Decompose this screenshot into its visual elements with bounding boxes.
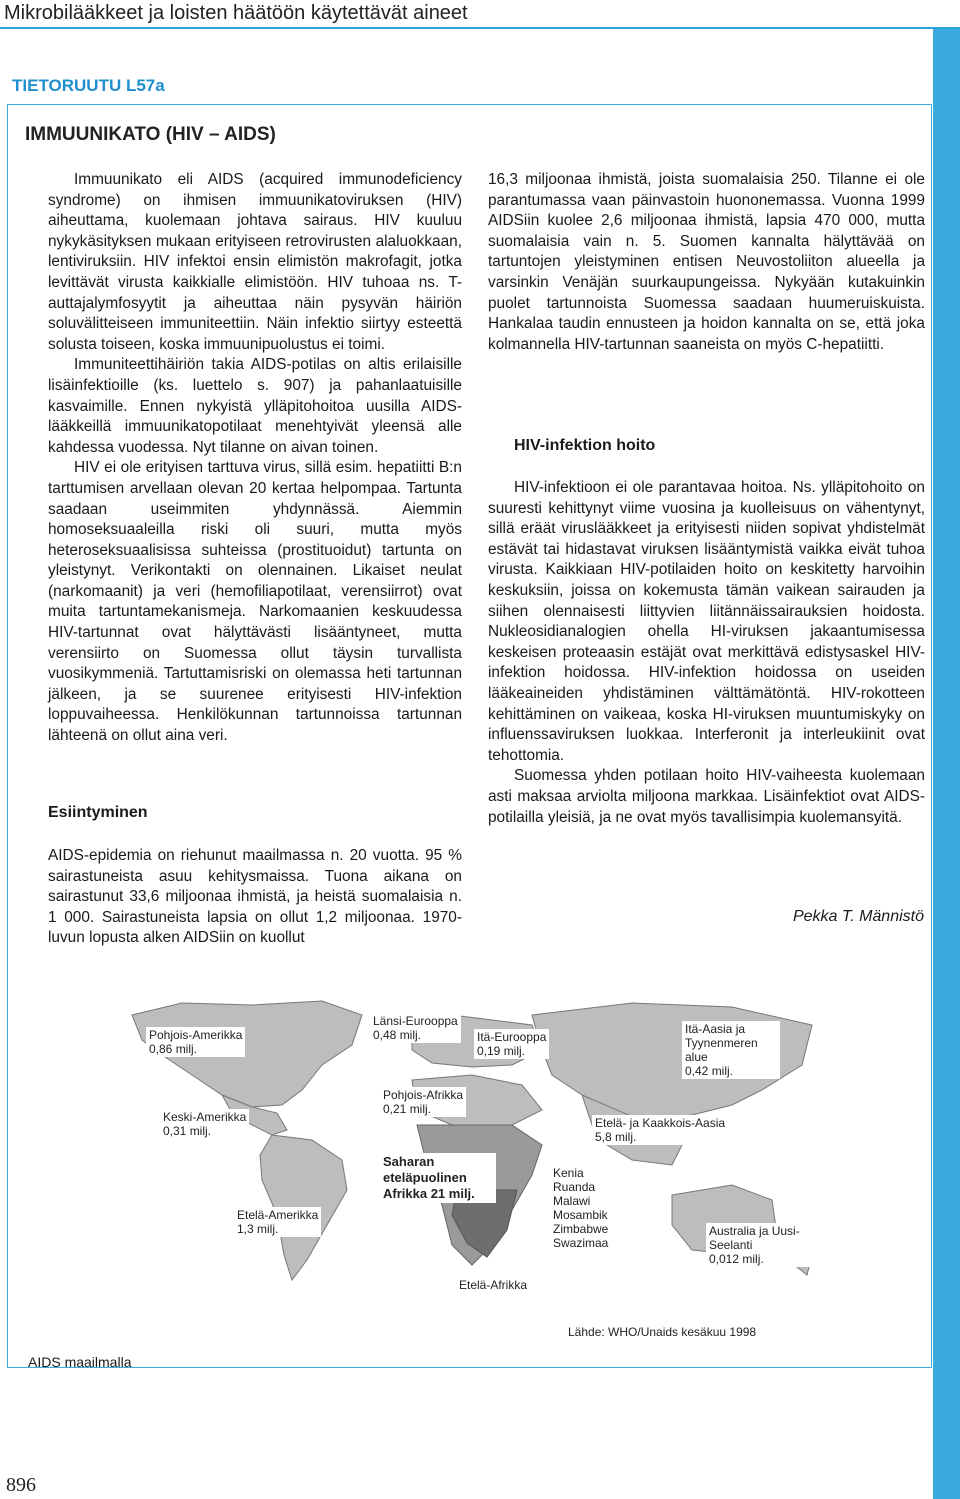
document-title: Mikrobilääkkeet ja loisten häätöön käytettävät aineet <box>4 2 468 24</box>
map-label-etela-kaakkois-aasia: Etelä- ja Kaakkois-Aasia 5,8 milj. <box>592 1115 728 1145</box>
esiintyminen-section <box>48 846 462 949</box>
map-label-lansi-eurooppa: Länsi-Eurooppa 0,48 milj. <box>370 1013 461 1043</box>
map-countries-left: Sambia Namibia Botswana <box>391 1208 444 1250</box>
map-label-keski-amerikka: Keski-Amerikka 0,31 milj. <box>160 1109 249 1139</box>
map-source: Lähde: WHO/Unaids kesäkuu 1998 <box>568 1325 757 1339</box>
map-label-australia: Australia ja Uusi-Seelanti 0,012 milj. <box>706 1223 832 1267</box>
topic-label: TIETORUUTU L57a <box>12 76 165 95</box>
author: Pekka T. Männistö <box>792 908 924 925</box>
map-label-etela-afrikka: Etelä-Afrikka <box>456 1277 530 1293</box>
paragraph: Suomessa yhden potilaan hoito HIV-vaiheesta kuolemaan asti maksaa arviolta miljoona markkaa. Lisäinfektiot ovat AIDS-potilailla yleisiä, ja ne ovat myös tavallisimpia kuolemansyitä. <box>488 767 925 826</box>
paragraph: HIV-infektioon ei ole parantavaa hoitoa. Ns. ylläpitohoito on suuresti kehittynyt viime vuosina ja kuolleisuus on vähentynyt, sillä eräät viruslääkkeet ja erityisesti niiden sopivat yhdistelmät estävät tai hidastavat viruksen lisääntymistä vaikka eivät tuhoa virusta. Kaikkiaan HIV-potilaiden hoito on keskitetty harvoihin keskuksiin, joissa on kokemusta tämän vaikean sairauden ja siihen olennaisesti liittyvien liitännäissairauksien hoidosta. Nukleosidianalogien ohella HI-viruksen jakaantumisessa keskeisen proteaasin estäjät ovat merkittävä edistysaskel HIV-infektion hoidossa. HIV-infektion hoidossa on useiden lääkeaineiden yhdistäminen välttämätöntä. HIV-rokotteen kehittäminen on vaikeaa, koska HI-viruksen muuntumiskyky on influenssaviruksen luokkaa. Interferonit ja interleukiinit ovat tehottomia. <box>488 479 925 764</box>
map-label-ita-eurooppa: Itä-Eurooppa 0,19 milj. <box>474 1029 549 1059</box>
paragraph: 16,3 miljoonaa ihmistä, joista suomalaisia 250. Tilanne ei ole parantumassa vaan päinvastoin huononemassa. Vuonna 1999 AIDSiin kuolee 2,6 miljoonaa ihmistä, lapsia 470 000, mutta suomalaisia vain n. 5. Suomen kannalta hälyttävää on tartuntojen yleistyminen entisen Neuvostoliiton alueella ja varsinkin Venäjän suurkaupungeissa. Nykyään kutakuinkin puolet tartunnoista Suomessa saadaan huumeruiskuista. Hankalaa taudin ennusteen ja hoidon kannalta on se, että joka kolmannella HIV-tartunnan saaneista on myös C-hepatiitti. <box>488 171 925 353</box>
map-label-pohjois-afrikka: Pohjois-Afrikka 0,21 milj. <box>380 1087 466 1117</box>
map-label-etela-amerikka: Etelä-Amerikka 1,3 milj. <box>234 1207 321 1237</box>
page-number: 896 <box>6 1474 36 1496</box>
section-heading-esiintyminen: Esiintyminen <box>48 804 148 821</box>
paragraph: AIDS-epidemia on riehunut maailmassa n. 20 vuotta. 95 % sairastuneista asuu kehitysmaissa. Tuona aikana on sairastunut 33,6 miljoonaa ihmistä, ja heistä suomalaisia n. 1 000. Sairastuneista lapsia on ollut 1,2 miljoonaa. 1970-luvun lopusta alken AIDSiin on kuollut <box>48 847 462 947</box>
hoito-section <box>488 478 925 828</box>
world-map-figure <box>112 995 832 1295</box>
map-label-pohjois-amerikka: Pohjois-Amerikka 0,86 milj. <box>146 1027 245 1057</box>
paragraph: Immuniteettihäiriön takia AIDS-potilas on altis erilaisille lisäinfektioille (ks. luettelo s. 907) ja pahanlaatuisille kasvaimille. Ennen nykyistä ylläpitohoitoa uusilla AIDS-lääkkeillä immuunikatopotilaat menehtyivät yleensä alle kahdessa vuodessa. Nyt tilanne on aivan toinen. <box>48 356 462 456</box>
section-heading-hoito: HIV-infektion hoito <box>514 437 656 454</box>
left-column <box>48 170 462 747</box>
page-header <box>0 0 960 29</box>
paragraph: Immuunikato eli AIDS (acquired immunodeficiency syndrome) on ihmisen immuunikatoviruksen (HIV) aiheuttama, kuolemaan johtava sairaus. HIV kuuluu nykykäsityksen mukaan erityiseen retrovirusten alaluokkaan, lentiviruksiin. HIV infektoi ensin elimistön makrofagit, jotka levittävät virusta kaikkialle elimistöön. HIV tuhoaa ns. T-auttajalymfosyytit ja aiheuttaa näin pysyvän häiriön soluvälitteiseen immuniteettiin. Näin infektio siirtyy esteettä solusta toiseen, koska immuunipuolustus ei toimi. <box>48 171 462 353</box>
side-accent-bar <box>933 29 960 1499</box>
map-label-saharan-etelapuolinen: Saharan eteläpuolinen Afrikka 21 milj. <box>380 1153 496 1203</box>
map-label-ita-aasia: Itä-Aasia ja Tyynenmeren alue 0,42 milj. <box>682 1021 780 1079</box>
map-countries-right: Kenia Ruanda Malawi Mosambik Zimbabwe Swazimaa <box>553 1166 609 1250</box>
figure-caption: AIDS maailmalla <box>28 1354 132 1370</box>
paragraph: HIV ei ole erityisen tarttuva virus, sillä esim. hepatiitti B:n tarttumisen arvellaan olevan 20 kertaa helpompaa. Tartunta saadaan useimmiten yhdynnässä. Aiemmin homoseksuaaleilla riski oli suuri, mutta myös heteroseksuaalisissa suhteissa (prostituoidut) tartunta on yleistynyt. Verikontakti on olennainen. Likaiset neulat (narkomaanit) ja veri (hemofiliapotilaat, verensiirrot) ovat muita tartuntamekanismeja. Narkomaanien keskuudessa HIV-tartunnat ovat hälyttävästi lisääntyneet, mutta verensiirto on Suomessa ollut täysin turvallista vuosikymmeniä. Tartuttamisriski on olemassa heti tartunnan jälkeen, ja se suurenee erityisesti HIV-infektion loppuvaiheessa. Henkilökunnan tartunnoissa tartunnan lähteenä on ollut aina veri. <box>48 459 462 745</box>
article-title: IMMUUNIKATO (HIV – AIDS) <box>25 124 276 145</box>
right-column <box>488 170 925 355</box>
